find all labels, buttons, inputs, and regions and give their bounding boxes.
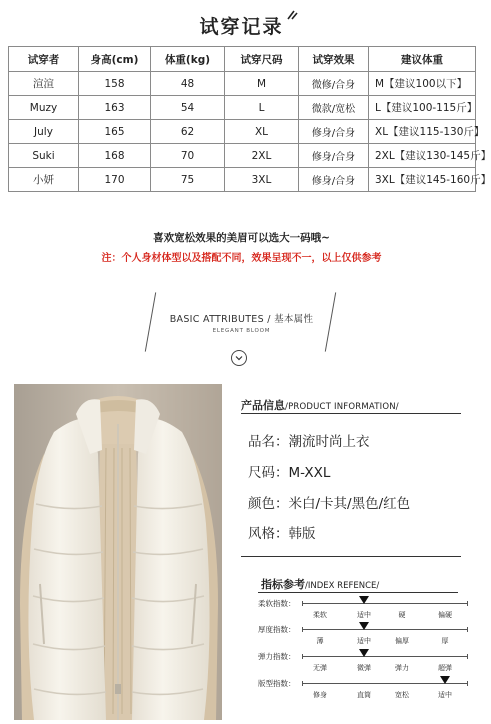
cell-recommended-weight: XL【建议115-130斤】: [369, 120, 476, 144]
scale-option: 硬: [398, 611, 406, 619]
scale-marker-icon: [359, 596, 369, 604]
scale-track: [302, 629, 468, 630]
cell-name: 渲渲: [9, 72, 79, 96]
product-info-key: 尺码：: [248, 465, 289, 481]
cell-fit: 修身/合身: [299, 168, 369, 192]
vest-illustration: [14, 384, 222, 720]
product-info-key: 颜色：: [248, 496, 289, 512]
cell-recommended-weight: L【建议100-115斤】: [369, 96, 476, 120]
scale-label: 柔软指数：: [258, 599, 296, 608]
scale-marker-icon: [359, 649, 369, 657]
product-info-divider-top: [241, 413, 461, 414]
product-info-value: 韩版: [288, 526, 316, 542]
scale-option: 厚: [441, 637, 449, 645]
scale-option: 适中: [438, 691, 452, 699]
cell-weight: 62: [151, 120, 225, 144]
cell-size: L: [225, 96, 299, 120]
scale-option: 微弹: [357, 664, 371, 672]
product-info-row-style: [248, 522, 316, 542]
scale-option: 无弹: [313, 664, 327, 672]
scale-track: [302, 603, 468, 604]
scale-option: 宽松: [395, 691, 409, 699]
scale-label: 弹力指数：: [258, 652, 296, 661]
product-info-header-cn: 产品信息: [241, 399, 285, 412]
cell-name: 小妍: [9, 168, 79, 192]
product-info-row-color: [248, 492, 410, 512]
index-reference-header: [261, 576, 379, 592]
scale-option: 适中: [357, 637, 371, 645]
table-header-row: [9, 47, 476, 72]
basic-attributes-subtitle: ELEGANT BLOOM: [212, 328, 271, 334]
scale-label: 版型指数：: [258, 679, 296, 688]
scale-option: 柔软: [313, 611, 327, 619]
table-row: [9, 72, 476, 96]
column-header: 身高(cm): [79, 47, 151, 72]
cell-size: 2XL: [225, 144, 299, 168]
scale-marker-icon: [359, 622, 369, 630]
product-info-value: M-XXL: [288, 465, 331, 481]
cell-recommended-weight: 3XL【建议145-160斤】: [369, 168, 476, 192]
cell-recommended-weight: M【建议100以下】: [369, 72, 476, 96]
cell-height: 158: [79, 72, 151, 96]
column-header: 试穿效果: [299, 47, 369, 72]
scale-label: 厚度指数：: [258, 625, 296, 634]
cell-height: 168: [79, 144, 151, 168]
product-info-row-size: [248, 461, 330, 481]
scale-marker-icon: [440, 676, 450, 684]
page-title-text: 试穿记录: [199, 16, 284, 38]
column-header: 试穿尺码: [225, 47, 299, 72]
index-header-cn: 指标参考: [261, 578, 305, 591]
product-info-row-name: [248, 430, 370, 450]
cell-size: 3XL: [225, 168, 299, 192]
chevron-down-icon: [231, 350, 247, 366]
scale-option: 薄: [316, 637, 324, 645]
product-info-key: 品名：: [248, 434, 289, 450]
scale-option: 偏厚: [395, 637, 409, 645]
cell-weight: 54: [151, 96, 225, 120]
scale-option: 弹力: [395, 664, 409, 672]
cell-name: Suki: [9, 144, 79, 168]
product-info-key: 风格：: [248, 526, 289, 542]
column-header: 试穿者: [9, 47, 79, 72]
disclaimer-note: 注：个人身材体型以及搭配不同，效果呈现不一，以上仅供参考: [101, 253, 382, 264]
scale-track: [302, 656, 468, 657]
cell-weight: 70: [151, 144, 225, 168]
table-row: [9, 144, 476, 168]
cell-fit: 修身/合身: [299, 120, 369, 144]
product-photo: [14, 384, 222, 720]
cell-height: 170: [79, 168, 151, 192]
cell-size: XL: [225, 120, 299, 144]
cell-weight: 48: [151, 72, 225, 96]
column-header: 体重(kg): [151, 47, 225, 72]
cell-recommended-weight: 2XL【建议130-145斤】: [369, 144, 476, 168]
page-title: [199, 12, 283, 39]
index-header-en: /INDEX REFENCE/: [305, 581, 380, 591]
cell-fit: 微修/合身: [299, 72, 369, 96]
scale-option: 偏硬: [438, 611, 452, 619]
scale-option: 适中: [357, 611, 371, 619]
scale-option: 直筒: [357, 691, 371, 699]
cell-name: Muzy: [9, 96, 79, 120]
cell-name: July: [9, 120, 79, 144]
product-info-header-en: /PRODUCT INFORMATION/: [285, 402, 399, 412]
product-info-header: [241, 397, 399, 413]
product-info-value: 米白/卡其/黑色/红色: [288, 496, 411, 512]
basic-attributes-title: BASIC ATTRIBUTES / 基本属性: [169, 314, 314, 325]
cell-height: 165: [79, 120, 151, 144]
fit-record-table: [8, 46, 491, 192]
product-info-divider-bottom: [241, 556, 461, 557]
cell-fit: 微款/宽松: [299, 96, 369, 120]
title-wrap: [0, 12, 483, 39]
cell-size: M: [225, 72, 299, 96]
product-info-value: 潮流时尚上衣: [288, 434, 370, 450]
scale-option: 超弹: [438, 664, 452, 672]
table-row: [9, 96, 476, 120]
cell-height: 163: [79, 96, 151, 120]
loose-fit-tip: 喜欢宽松效果的美眉可以选大一码哦~: [153, 232, 330, 244]
scale-option: 修身: [313, 691, 327, 699]
cell-weight: 75: [151, 168, 225, 192]
index-header-underline: [258, 592, 458, 593]
table-row: [9, 120, 476, 144]
cell-fit: 修身/合身: [299, 144, 369, 168]
sparkle-icon: [286, 10, 298, 20]
table-row: [9, 168, 476, 192]
column-header: 建议体重: [369, 47, 476, 72]
